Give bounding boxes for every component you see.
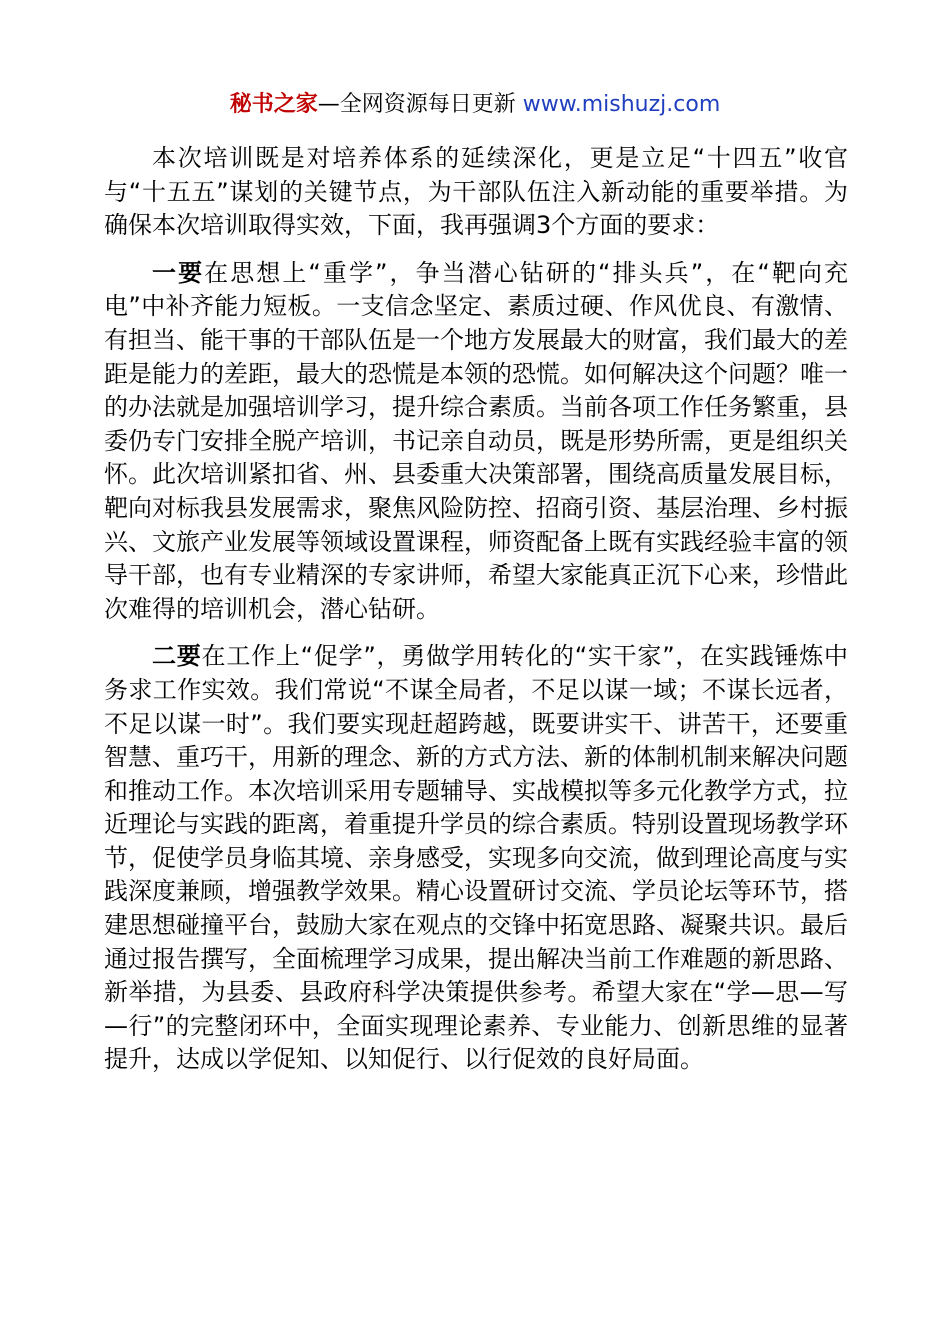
document-body <box>104 142 848 1091</box>
site-url-link[interactable]: www.mishuzj.com <box>522 92 721 117</box>
section-text-2: 在工作上“促学”，勇做学用转化的“实干家”，在实践锤炼中务求工作实效。我们常说“不谋全局者，不足以谋一域；不谋长远者，不足以谋一时”。我们要实现赶超跨越，既要讲实干、讲苦干，还要重智慧、重巧干，用新的理念、新的方式方法、新的体制机制来解决问题和推动工作。本次培训采用专题辅导、实战模拟等多元化教学方式，拉近理论与实践的距离，着重提升学员的综合素质。特别设置现场教学环节，促使学员身临其境、亲身感受，实现多向交流，做到理论高度与实践深度兼顾，增强教学效果。精心设置研讨交流、学员论坛等环节，搭建思想碰撞平台，鼓励大家在观点的交锋中拓宽思路、凝聚共识。最后通过报告撰写，全面梳理学习成果，提出解决当前工作难题的新思路、新举措，为县委、县政府科学决策提供参考。希望大家在“学—思—写—行”的完整闭环中，全面实现理论素养、专业能力、创新思维的显著提升，达成以学促知、以知促行、以行促效的良好局面。 <box>104 642 849 1074</box>
section-paragraph-1 <box>104 257 848 627</box>
section-paragraph-2 <box>104 640 848 1077</box>
section-lead-2: 二要 <box>152 642 202 671</box>
section-lead-1: 一要 <box>152 258 205 287</box>
page-header <box>0 90 950 120</box>
section-text-1: 在思想上“重学”，争当潜心钻研的“排头兵”，在“靶向充电”中补齐能力短板。一支信念坚定、素质过硬、作风优良、有激情、有担当、能干事的干部队伍是一个地方发展最大的财富，我们最大的差距是能力的差距，最大的恐慌是本领的恐慌。如何解决这个问题？唯一的办法就是加强培训学习，提升综合素质。当前各项工作任务繁重，县委仍专门安排全脱产培训，书记亲自动员，既是形势所需，更是组织关怀。此次培训紧扣省、州、县委重大决策部署，围绕高质量发展目标，靶向对标我县发展需求，聚焦风险防控、招商引资、基层治理、乡村振兴、文旅产业发展等领域设置课程，师资配备上既有实践经验丰富的领导干部，也有专业精深的专家讲师，希望大家能真正沉下心来，珍惜此次难得的培训机会，潜心钻研。 <box>104 258 849 623</box>
intro-paragraph: 本次培训既是对培养体系的延续深化，更是立足“十四五”收官与“十五五”谋划的关键节点，为干部队伍注入新动能的重要举措。为确保本次培训取得实效，下面，我再强调3个方面的要求： <box>104 144 848 240</box>
brand-name: 秘书之家 <box>229 92 318 117</box>
header-tagline: —全网资源每日更新 <box>317 92 516 117</box>
